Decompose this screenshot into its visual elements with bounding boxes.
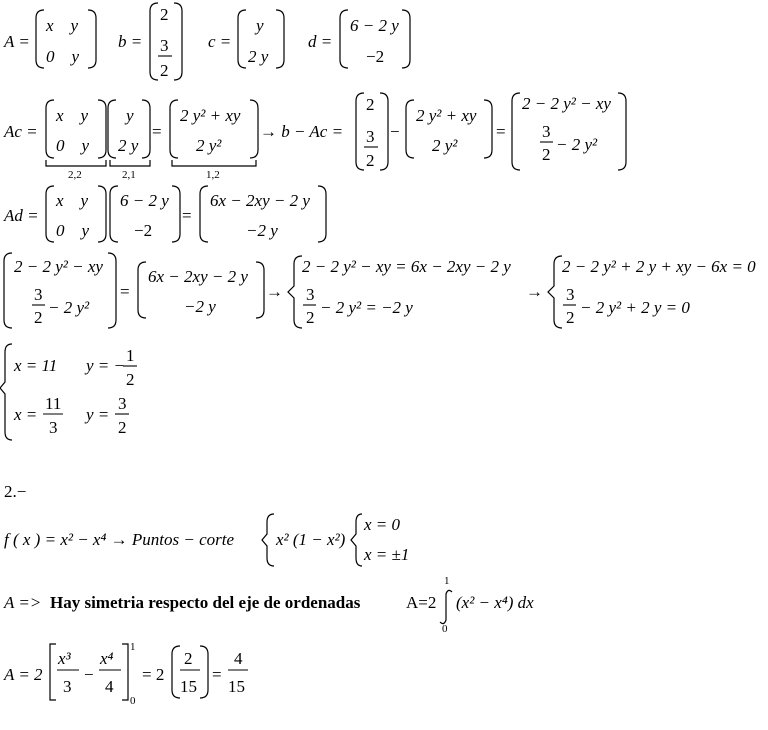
d-left-paren xyxy=(340,10,348,68)
final-lower-limit: 0 xyxy=(130,695,136,707)
Ad-v-left-paren xyxy=(110,186,118,242)
final-left-paren xyxy=(172,646,180,698)
c-row1: y xyxy=(256,16,264,35)
final-n2: x⁴ xyxy=(100,649,114,668)
Ad-m-row1: x y xyxy=(56,191,89,210)
Ad-v-right-paren xyxy=(172,186,180,242)
f-left-paren xyxy=(512,93,520,170)
A-left-paren xyxy=(36,10,44,68)
line1-definitions xyxy=(3,3,410,80)
m-right-paren xyxy=(256,262,264,318)
Ad-m-left-paren xyxy=(46,186,54,242)
b-row1: 2 xyxy=(160,5,169,24)
sol2-x: x = xyxy=(14,405,38,424)
dim-brace-1 xyxy=(46,160,106,166)
arrow2: → xyxy=(526,282,543,301)
s2-row1: 2 − 2 y² + 2 y + xy − 6x = 0 xyxy=(562,257,756,276)
sol2-y-den: 2 xyxy=(118,418,127,437)
b2-row2: 3 xyxy=(366,127,375,146)
A-label: A = xyxy=(4,32,30,51)
Ad-eq: = xyxy=(182,206,192,225)
system1-brace xyxy=(288,256,302,328)
Ac-v-row2: 2 y xyxy=(118,136,139,155)
eq2: = xyxy=(496,122,506,141)
d-row2: −2 xyxy=(366,47,385,66)
f-row2-rest: − 2 y² xyxy=(556,135,598,154)
minus-sign: − xyxy=(390,122,400,141)
Ad-m-row2: 0 y xyxy=(56,221,90,240)
sol2-y: y = xyxy=(86,405,110,424)
Ad-m-right-paren xyxy=(98,186,106,242)
final-lhs: A = 2 xyxy=(4,665,43,684)
Ac-res-left-paren xyxy=(170,100,178,158)
Ac-m-row1: x y xyxy=(56,106,89,125)
final-d3: 15 xyxy=(180,677,197,696)
c-right-paren xyxy=(276,10,284,68)
Ac-eq1: = xyxy=(152,122,162,141)
Ad-res-row1: 6x − 2xy − 2 y xyxy=(210,191,310,210)
Ad-v-row1: 6 − 2 y xyxy=(120,191,169,210)
final-n1: x³ xyxy=(58,649,71,668)
solutions xyxy=(0,344,137,440)
b2-row3: 2 xyxy=(366,151,375,170)
integral-lower: 0 xyxy=(442,623,448,635)
s-right-paren xyxy=(484,100,492,158)
final-left-bracket xyxy=(50,644,56,700)
line3-Ad xyxy=(3,186,326,242)
final-minus: − xyxy=(84,665,94,684)
b-minus-Ac-label: → b − Ac = xyxy=(260,122,344,141)
sol1-x: x = 11 xyxy=(14,356,58,375)
final-n4: 4 xyxy=(234,649,243,668)
Ad-res-row2: −2 y xyxy=(246,221,278,240)
dim-label-2: 2,1 xyxy=(122,169,136,181)
integral-sign xyxy=(440,590,452,623)
b-right-paren xyxy=(174,3,182,80)
b2-left-paren xyxy=(356,93,364,170)
A-right-paren xyxy=(88,10,96,68)
f-row2-den: 2 xyxy=(542,145,551,164)
l-row2-rest: − 2 y² xyxy=(48,298,90,317)
l-left-paren xyxy=(4,253,12,328)
b2-row1: 2 xyxy=(366,95,375,114)
line4-systems xyxy=(4,253,756,328)
solutions-brace xyxy=(0,344,12,440)
m-row2: −2 y xyxy=(184,297,216,316)
Ad-res-left-paren xyxy=(200,186,208,242)
roots-brace xyxy=(351,514,362,566)
final-right-paren xyxy=(200,646,208,698)
integral-prefix: A=2 xyxy=(406,593,437,612)
final-d2: 4 xyxy=(105,677,114,696)
s1-row1: 2 − 2 y² − xy = 6x − 2xy − 2 y xyxy=(302,257,511,276)
b-row2: 3 xyxy=(160,36,169,55)
Ac-v-row1: y xyxy=(126,106,134,125)
d-right-paren xyxy=(402,10,410,68)
final-upper-limit: 1 xyxy=(130,641,136,653)
final-d4: 15 xyxy=(228,677,245,696)
d-row1: 6 − 2 y xyxy=(350,16,399,35)
f-row2-num: 3 xyxy=(542,122,551,141)
s2-row2-den: 2 xyxy=(566,308,575,327)
A-row1: x y xyxy=(46,16,79,35)
Ac-res-row2: 2 y² xyxy=(196,136,222,155)
final-eq2: = xyxy=(212,665,222,684)
final-n3: 2 xyxy=(184,649,193,668)
m-row1: 6x − 2xy − 2 y xyxy=(148,267,248,286)
b-row3: 2 xyxy=(160,61,169,80)
root-1: x = 0 xyxy=(364,515,401,534)
integrand: (x² − x⁴) dx xyxy=(456,593,534,612)
arrow1: → xyxy=(266,282,283,301)
sol2-x-den: 3 xyxy=(49,418,58,437)
final-d1: 3 xyxy=(63,677,72,696)
line2-Ac xyxy=(3,93,626,181)
A-row2: 0 y xyxy=(46,47,80,66)
l-row1: 2 − 2 y² − xy xyxy=(14,257,103,276)
system2-brace xyxy=(548,256,562,328)
sol1-y-den: 2 xyxy=(126,370,135,389)
dim-brace-2 xyxy=(110,160,150,166)
root-2: x = ±1 xyxy=(364,545,410,564)
Ac-res-right-paren xyxy=(250,100,258,158)
sol2-x-num: 11 xyxy=(45,394,62,413)
s-row1: 2 y² + xy xyxy=(416,106,477,125)
s1-row2-rest: − 2 y² = −2 y xyxy=(320,298,413,317)
c-label: c = xyxy=(208,32,232,51)
Ac-label: Ac = xyxy=(4,122,38,141)
Ad-label: Ad = xyxy=(4,206,39,225)
d-label: d = xyxy=(308,32,333,51)
m-left-paren xyxy=(138,262,146,318)
dim-label-1: 2,2 xyxy=(68,169,82,181)
integral-upper: 1 xyxy=(444,575,450,587)
factored-expr: x² (1 − x²) xyxy=(276,530,346,549)
Ac-m-row2: 0 y xyxy=(56,136,90,155)
b2-right-paren xyxy=(380,93,388,170)
Ac-m-right-paren xyxy=(98,100,106,158)
l-row2-den: 2 xyxy=(34,308,43,327)
c-left-paren xyxy=(238,10,246,68)
l-right-paren xyxy=(108,253,116,328)
symmetry-lhs: A => xyxy=(4,593,42,612)
final-eq1: = 2 xyxy=(142,665,165,684)
b-left-paren xyxy=(150,3,158,80)
l-row2-num: 3 xyxy=(34,285,43,304)
b-label: b = xyxy=(118,32,143,51)
Ad-v-row2: −2 xyxy=(134,221,153,240)
s1-row2-den: 2 xyxy=(306,308,315,327)
f-row1: 2 − 2 y² − xy xyxy=(522,94,611,113)
final-right-bracket xyxy=(122,644,128,700)
Ac-m-left-paren xyxy=(46,100,54,158)
section2-heading: 2.− xyxy=(4,482,27,501)
c-row2: 2 y xyxy=(248,47,269,66)
Ac-v-left-paren xyxy=(108,100,116,158)
line4-eq: = xyxy=(120,282,130,301)
dim-brace-3 xyxy=(172,160,256,166)
f-right-paren xyxy=(618,93,626,170)
Ac-v-right-paren xyxy=(142,100,150,158)
s-row2: 2 y² xyxy=(432,136,458,155)
dim-label-3: 1,2 xyxy=(206,169,220,181)
Ad-res-right-paren xyxy=(318,186,326,242)
f-definition: f ( x ) = x² − x⁴ → Puntos − corte xyxy=(4,530,235,549)
Ac-res-row1: 2 y² + xy xyxy=(180,106,241,125)
sol2-y-num: 3 xyxy=(118,394,127,413)
s2-row2-rest: − 2 y² + 2 y = 0 xyxy=(580,298,690,317)
section-2 xyxy=(3,482,534,707)
symmetry-text: Hay simetria respecto del eje de ordenadas xyxy=(50,593,361,612)
sol1-y: y = − xyxy=(86,356,125,375)
corte-brace xyxy=(262,514,274,566)
s2-row2-num: 3 xyxy=(566,285,575,304)
s-left-paren xyxy=(406,100,414,158)
s1-row2-num: 3 xyxy=(306,285,315,304)
sol1-y-num: 1 xyxy=(126,346,135,365)
